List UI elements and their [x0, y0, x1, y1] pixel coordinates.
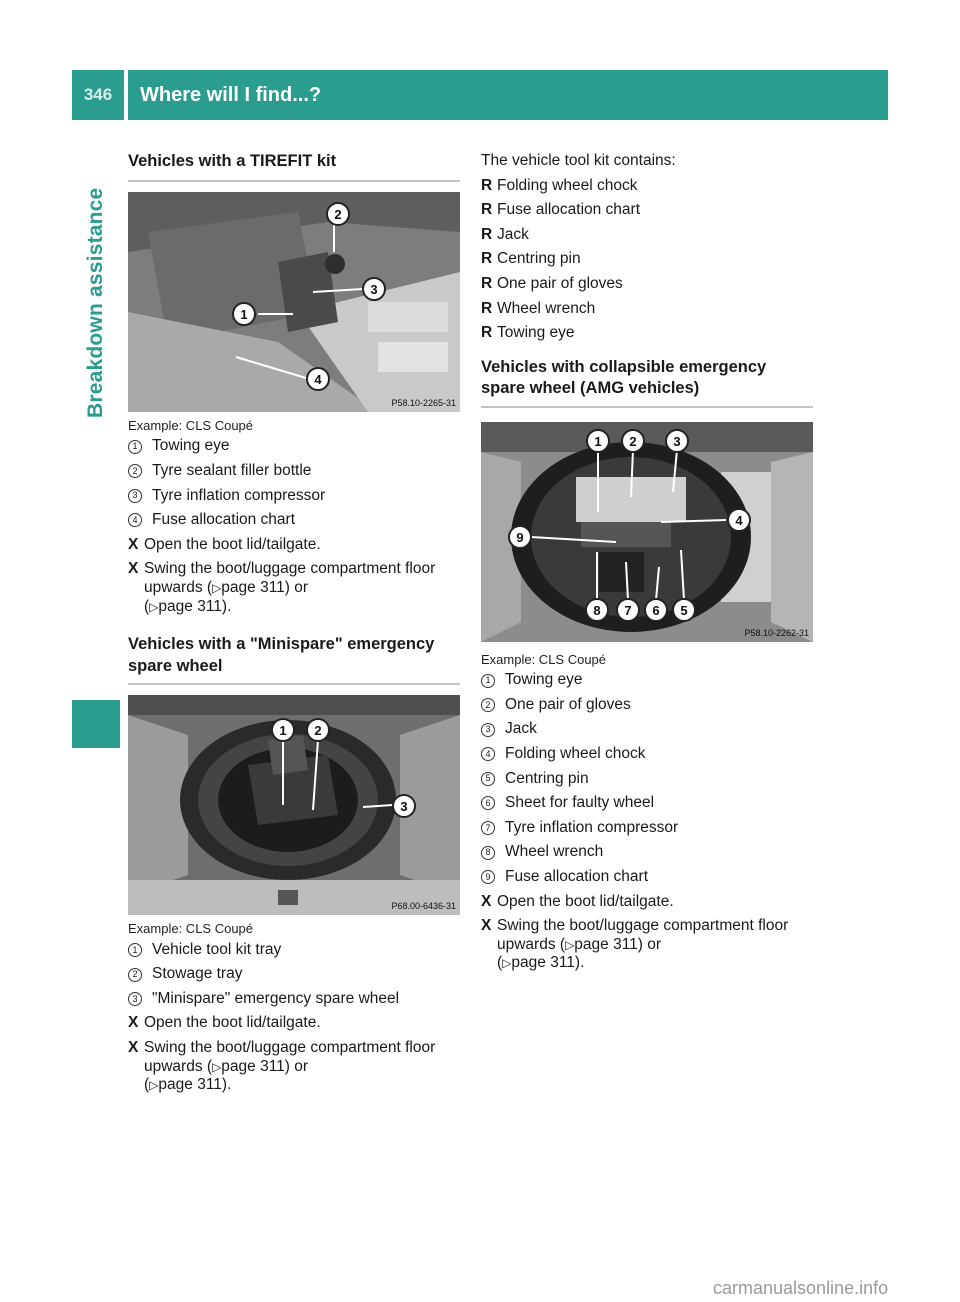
step-item: X Swing the boot/luggage compartment floor upwards (▷page 311) or (▷page 311).	[128, 560, 436, 615]
callout-1: 1	[279, 723, 287, 739]
callout-6: 6	[652, 602, 660, 618]
callout-1: 1	[240, 306, 248, 322]
callout-4: 4	[735, 512, 743, 528]
callout-3: 3	[370, 281, 378, 297]
legend-item: 1 Vehicle tool kit tray	[128, 941, 460, 960]
step-item: X Open the boot lid/tailgate.	[128, 535, 321, 553]
step-item: X Open the boot lid/tailgate.	[481, 892, 674, 910]
image-code: P68.00-6436-31	[391, 901, 456, 912]
page-ref-icon: ▷	[502, 956, 512, 971]
kit-item: R Folding wheel chock	[481, 176, 638, 194]
section-heading-minispare: Vehicles with a "Minispare" emergency spare wheel	[128, 634, 460, 685]
legend-item: 1 Towing eye	[481, 671, 813, 690]
legend-item: 7 Tyre inflation compressor	[481, 819, 813, 838]
kit-list	[481, 177, 813, 343]
page-ref-icon: ▷	[149, 1078, 159, 1093]
image-caption: Example: CLS Coupé	[481, 651, 607, 667]
step-item: X Swing the boot/luggage compartment floor upwards (▷page 311) or (▷page 311).	[128, 1038, 436, 1094]
watermark-url: carmanualsonline.info	[713, 1278, 889, 1298]
page-ref-link[interactable]: page 311) or	[221, 578, 309, 596]
callout-5: 5	[680, 602, 688, 618]
legend-item: 3 Tyre inflation compressor	[128, 487, 460, 506]
callout-4: 4	[314, 371, 322, 387]
legend-list	[128, 941, 460, 1009]
page-ref-link[interactable]: page 311) or	[574, 935, 662, 953]
left-column	[128, 152, 460, 1101]
page-ref-icon: ▷	[149, 599, 159, 614]
legend-item: 2 Tyre sealant filler bottle	[128, 462, 460, 481]
callout-1: 1	[594, 433, 602, 449]
kit-item: R Jack	[481, 225, 529, 243]
legend-item: 6 Sheet for faulty wheel	[481, 794, 813, 813]
legend-item: 9 Fuse allocation chart	[481, 868, 813, 887]
callout-9: 9	[516, 529, 524, 545]
callout-2: 2	[629, 433, 637, 449]
page-ref-icon: ▷	[212, 1059, 222, 1074]
callout-2: 2	[334, 206, 342, 222]
callout-3: 3	[400, 799, 408, 815]
image-caption: Example: CLS Coupé	[128, 921, 254, 937]
callout-3: 3	[673, 433, 681, 449]
section-heading-amg: Vehicles with collapsible emergency spare wheel (AMG vehicles)	[481, 357, 813, 408]
kit-intro: The vehicle tool kit contains:	[481, 152, 676, 169]
legend-item: 2 One pair of gloves	[481, 696, 813, 715]
step-list	[128, 536, 460, 616]
image-code: P58.10-2262-31	[744, 627, 809, 638]
page-ref-link[interactable]: page 311).	[511, 954, 585, 972]
page-ref-link[interactable]: page 311).	[158, 597, 232, 615]
legend-item: 4 Folding wheel chock	[481, 745, 813, 764]
minispare-photo	[128, 695, 460, 915]
legend-item: 1 Towing eye	[128, 437, 460, 456]
step-item: X Open the boot lid/tailgate.	[128, 1014, 321, 1032]
image-caption: Example: CLS Coupé	[128, 417, 254, 433]
right-column	[481, 152, 813, 979]
kit-item: R Wheel wrench	[481, 299, 596, 317]
legend-list	[128, 437, 460, 529]
page-number: 346	[72, 70, 124, 120]
legend-item: 3 Jack	[481, 720, 813, 739]
callout-8: 8	[593, 602, 601, 618]
legend-list	[481, 671, 813, 886]
image-code: P58.10-2265-31	[391, 398, 456, 408]
legend-item: 5 Centring pin	[481, 770, 813, 789]
amg-photo	[481, 422, 813, 642]
kit-item: R One pair of gloves	[481, 274, 623, 292]
legend-item: 3 "Minispare" emergency spare wheel	[128, 990, 460, 1009]
step-item: X Swing the boot/luggage compartment floor upwards (▷page 311) or (▷page 311).	[481, 917, 789, 972]
legend-item: 2 Stowage tray	[128, 965, 460, 984]
step-list	[128, 1014, 460, 1094]
page-ref-link[interactable]: page 311).	[158, 1076, 232, 1094]
page-ref-icon: ▷	[565, 937, 575, 952]
legend-item: 4 Fuse allocation chart	[128, 511, 460, 530]
tirefit-photo	[128, 192, 460, 412]
kit-item: R Centring pin	[481, 250, 581, 268]
kit-item: R Towing eye	[481, 324, 575, 342]
section-tab-label: Breakdown assistance	[84, 187, 107, 418]
legend-item: 8 Wheel wrench	[481, 843, 813, 862]
section-tab-marker	[72, 700, 120, 748]
callout-2: 2	[314, 723, 322, 739]
callout-7: 7	[624, 602, 632, 618]
page-title: Where will I find...?	[128, 70, 888, 120]
page-ref-icon: ▷	[212, 580, 222, 595]
step-list	[481, 893, 813, 973]
section-heading-tirefit: Vehicles with a TIREFIT kit	[128, 152, 460, 182]
page-ref-link[interactable]: page 311) or	[221, 1057, 309, 1075]
kit-item: R Fuse allocation chart	[481, 201, 641, 219]
